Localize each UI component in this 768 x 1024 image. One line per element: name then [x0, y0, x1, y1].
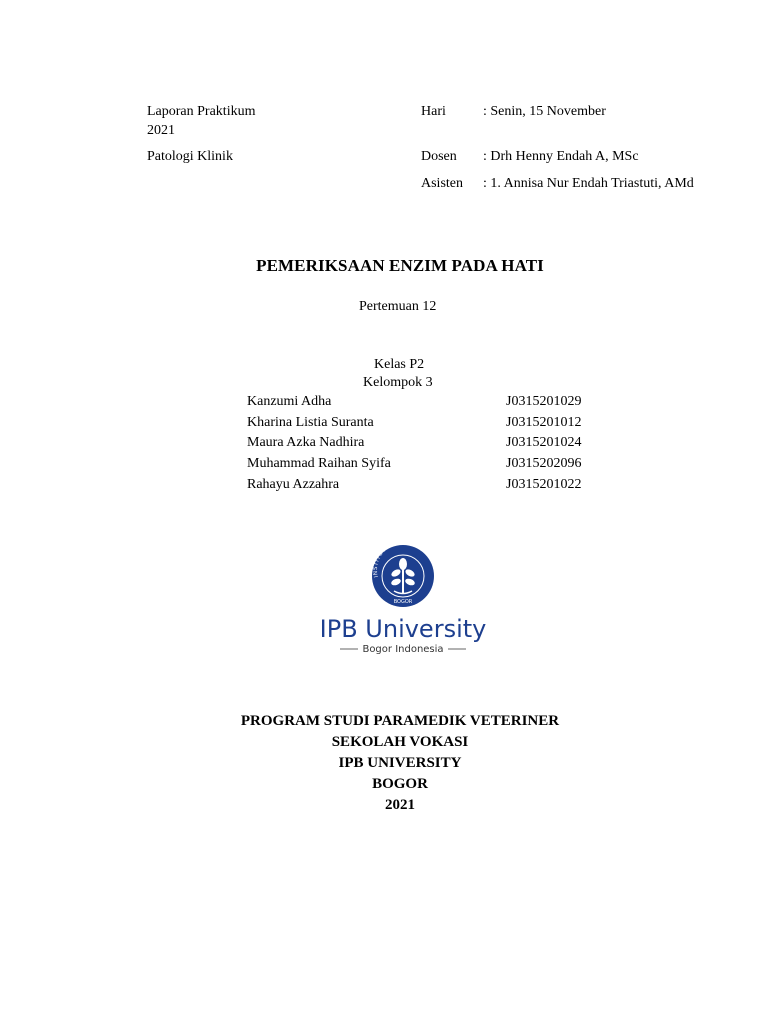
ipb-logo: [318, 545, 488, 655]
city-name: BOGOR: [372, 776, 428, 792]
lecturer-value: : Drh Henny Endah A, MSc: [483, 149, 639, 164]
group-name: Kelompok 3: [363, 375, 433, 390]
report-year: 2021: [147, 123, 175, 138]
member-name: Kharina Listia Suranta: [247, 415, 374, 430]
member-nim: J0315202096: [506, 456, 582, 471]
member-name: Maura Azka Nadhira: [247, 435, 365, 450]
assistant-value: : 1. Annisa Nur Endah Triastuti, AMd: [483, 176, 694, 191]
institution-block: [0, 711, 768, 816]
report-type: Laporan Praktikum: [147, 104, 256, 119]
school-name: SEKOLAH VOKASI: [331, 734, 469, 750]
footer-year: 2021: [385, 797, 415, 813]
class-name: Kelas P2: [374, 357, 425, 372]
member-nim: J0315201022: [506, 477, 582, 492]
seal-ring-text: INSTITUT P AN: [372, 545, 424, 578]
study-program: PROGRAM STUDI PARAMEDIK VETERINER: [240, 713, 560, 729]
member-name: Kanzumi Adha: [247, 394, 332, 409]
member-nim: J0315201029: [506, 394, 582, 409]
member-nim: J0315201012: [506, 415, 582, 430]
member-name: Rahayu Azzahra: [247, 477, 340, 492]
meeting-number: Pertemuan 12: [359, 299, 437, 314]
ipb-seal-icon: [318, 545, 488, 655]
page-title: PEMERIKSAAN ENZIM PADA HATI: [256, 256, 544, 275]
assistant-label: Asisten: [421, 176, 463, 191]
seal-bottom-text: BOGOR: [393, 599, 413, 605]
logo-wordmark: IPB University: [319, 615, 487, 643]
course-name: Patologi Klinik: [147, 149, 233, 164]
member-name: Muhammad Raihan Syifa: [247, 456, 391, 471]
member-nim: J0315201024: [506, 435, 582, 450]
day-value: : Senin, 15 November: [483, 104, 606, 119]
university-name: IPB UNIVERSITY: [338, 755, 462, 771]
logo-subtitle: Bogor Indonesia: [362, 644, 444, 655]
lecturer-label: Dosen: [421, 149, 457, 164]
day-label: Hari: [421, 104, 446, 119]
